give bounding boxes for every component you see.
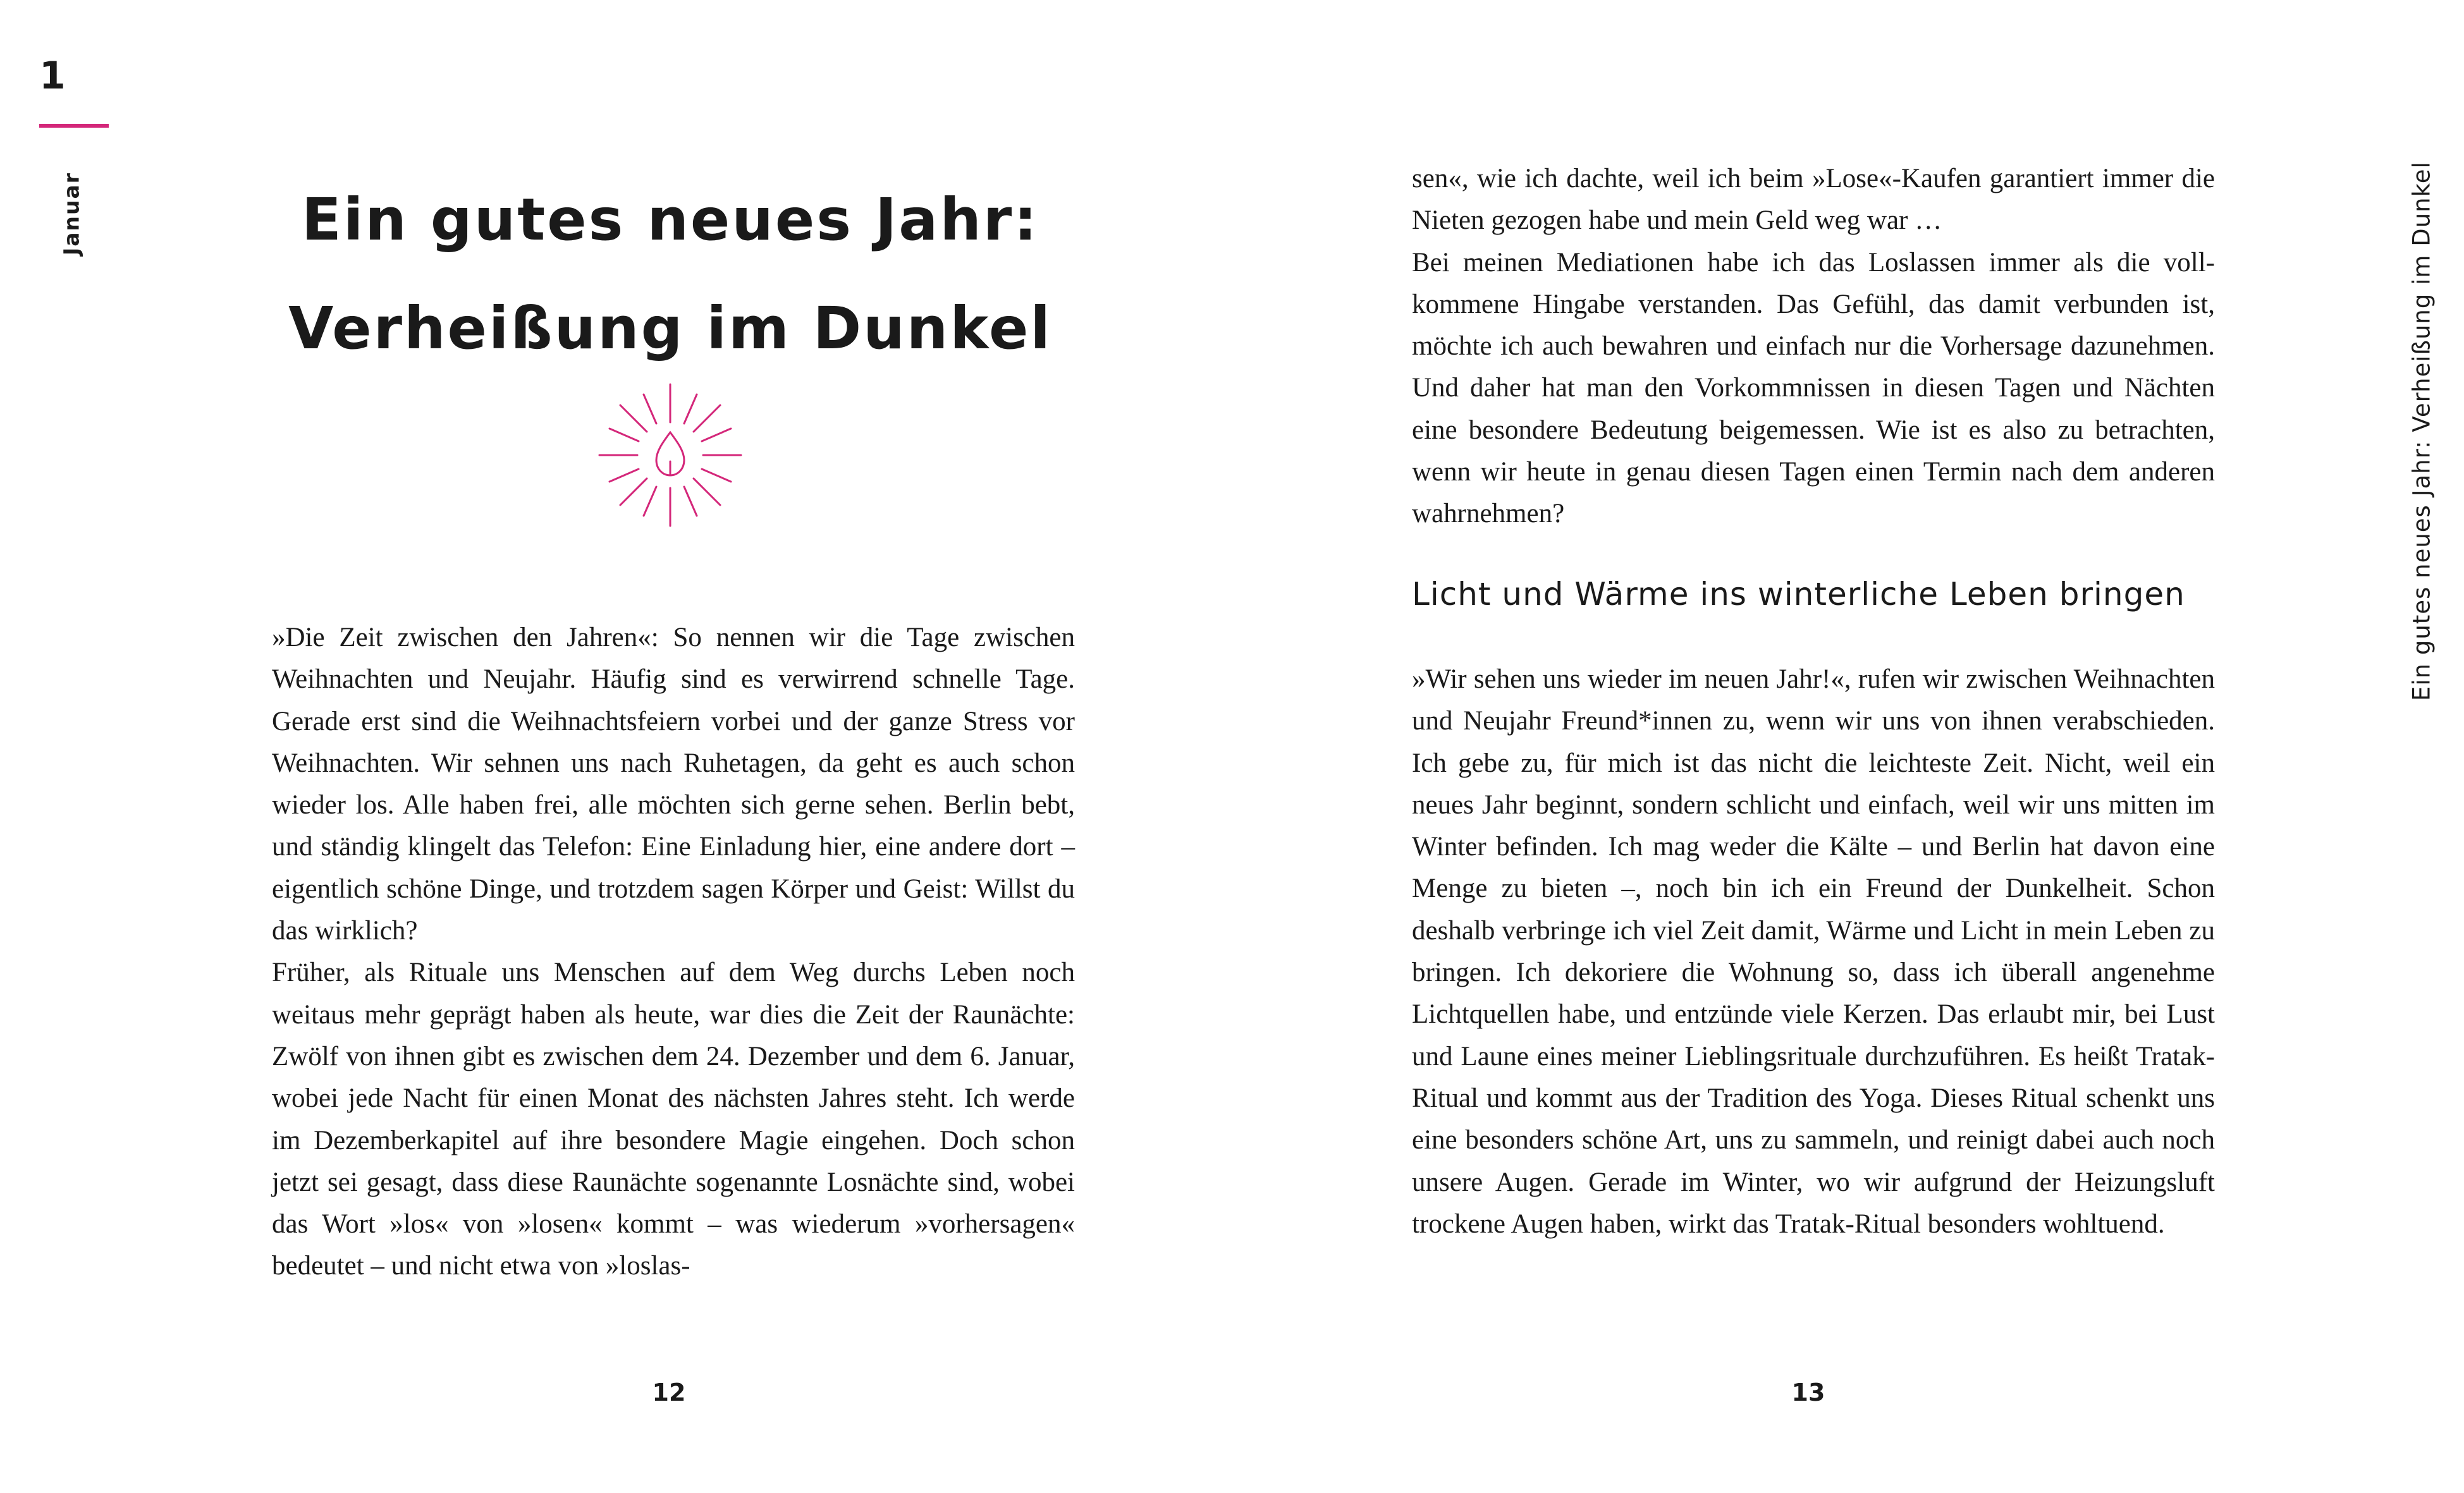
month-tab-label: Januar	[59, 171, 84, 256]
paragraph: sen«, wie ich dachte, weil ich beim »Lose«-Kaufen garantiert immer die Nieten gezogen habe und mein Geld weg war …	[1412, 164, 2215, 236]
paragraph: »Die Zeit zwischen den Jahren«: So nennen wir die Tage zwischen Weihnachten und Neujahr. Häufig sind es verwirrend schnelle Tage. Gerade erst sind die Weihnachtsfeiern vorbei und der ganze Stress vor Weihnachten. Wir sehnen uns nach Ruhetagen, da geht es auch schon wieder los. Alle haben frei, alle möchten sich gerne sehen. Berlin bebt, und ständig klingelt das Telefon: Eine Einladung hier, eine andere dort – eigentlich schöne Dinge, und trotzdem sagen Körper und Geist: Willst du das wirklich?	[272, 623, 1075, 946]
chapter-title-line-1: Ein gutes neues Jahr:	[302, 186, 1039, 253]
running-head: Ein gutes neues Jahr: Verheißung im Dunkel	[2408, 161, 2436, 701]
page-number-left: 12	[652, 1379, 686, 1406]
chapter-title	[209, 166, 1132, 383]
left-page-body	[272, 617, 1075, 1288]
paragraph: »Wir sehen uns wieder im neuen Jahr!«, rufen wir zwischen Weihnachten und Neujahr Freund*innen zu, wenn wir uns von ihnen verabschieden. Ich gebe zu, für mich ist das nicht die leichteste Zeit. Nicht, weil ein neues Jahr beginnt, sondern schlicht und einfach, weil wir uns mitten im Winter befinden. Ich mag weder die Kälte – und Berlin hat davon eine Menge zu bieten –, noch bin ich ein Freund der Dunkelheit. Schon deshalb verbringe ich viel Zeit damit, Wärme und Licht in mein Leben zu bringen. Ich dekoriere die Wohnung so, dass ich überall angenehme Lichtquellen habe, und entzünde viele Kerzen. Das erlaubt mir, bei Lust und Laune eines meiner Lieblingsrituale durchzuführen. Es heißt Tratak-Ritual und kommt aus der Tradition des Yoga. Dieses Ritual schenkt uns eine besonders schöne Art, uns zu sammeln, und reinigt dabei auch noch unsere Augen. Gerade im Winter, wo wir aufgrund der Heizungsluft trockene Augen haben, wirkt das Tratak-Ritual besonders wohltuend.	[1412, 664, 2215, 1239]
chapter-number: 1	[39, 54, 66, 98]
paragraph: Früher, als Rituale uns Menschen auf dem Weg durchs Leben noch weitaus mehr geprägt haben als heute, war dies die Zeit der Raunächte: Zwölf von ihnen gibt es zwischen dem 24. Dezember und dem 6. Januar, wobei jede Nacht für einen Monat des nächsten Jahres steht. Ich werde im Dezemberkapitel auf ihre besondere Magie eingehen. Doch schon jetzt sei gesagt, dass diese Raunächte sogenannte Losnächte sind, wobei das Wort »los« von »losen« kommt – was wiederum »vorhersagen« bedeutet – und nicht etwa von »loslas-	[272, 958, 1075, 1281]
page-number-right: 13	[1791, 1379, 1825, 1406]
paragraph: Bei meinen Mediationen habe ich das Loslassen immer als die vollkommene Hingabe verstanden. Das Gefühl, das damit verbunden ist, möchte ich auch bewahren und einfach nur die Vorhersage dazunehmen. Und daher hat man den Vorkommnissen in diesen Tagen und Nächten eine besondere Bedeutung beigemessen. Wie ist es also zu betrachten, wenn wir heute in genau diesen Tagen einen Termin nach dem anderen wahrnehmen?	[1412, 247, 2215, 529]
chapter-title-line-2: Verheißung im Dunkel	[288, 295, 1052, 362]
right-page-body-top	[1412, 158, 2215, 535]
chapter-accent-bar	[39, 124, 109, 128]
right-page-body-bottom	[1412, 659, 2215, 1245]
candle-flame-rays-icon	[598, 382, 743, 528]
section-subheading: Licht und Wärme ins winterliche Leben bringen	[1412, 576, 2185, 612]
